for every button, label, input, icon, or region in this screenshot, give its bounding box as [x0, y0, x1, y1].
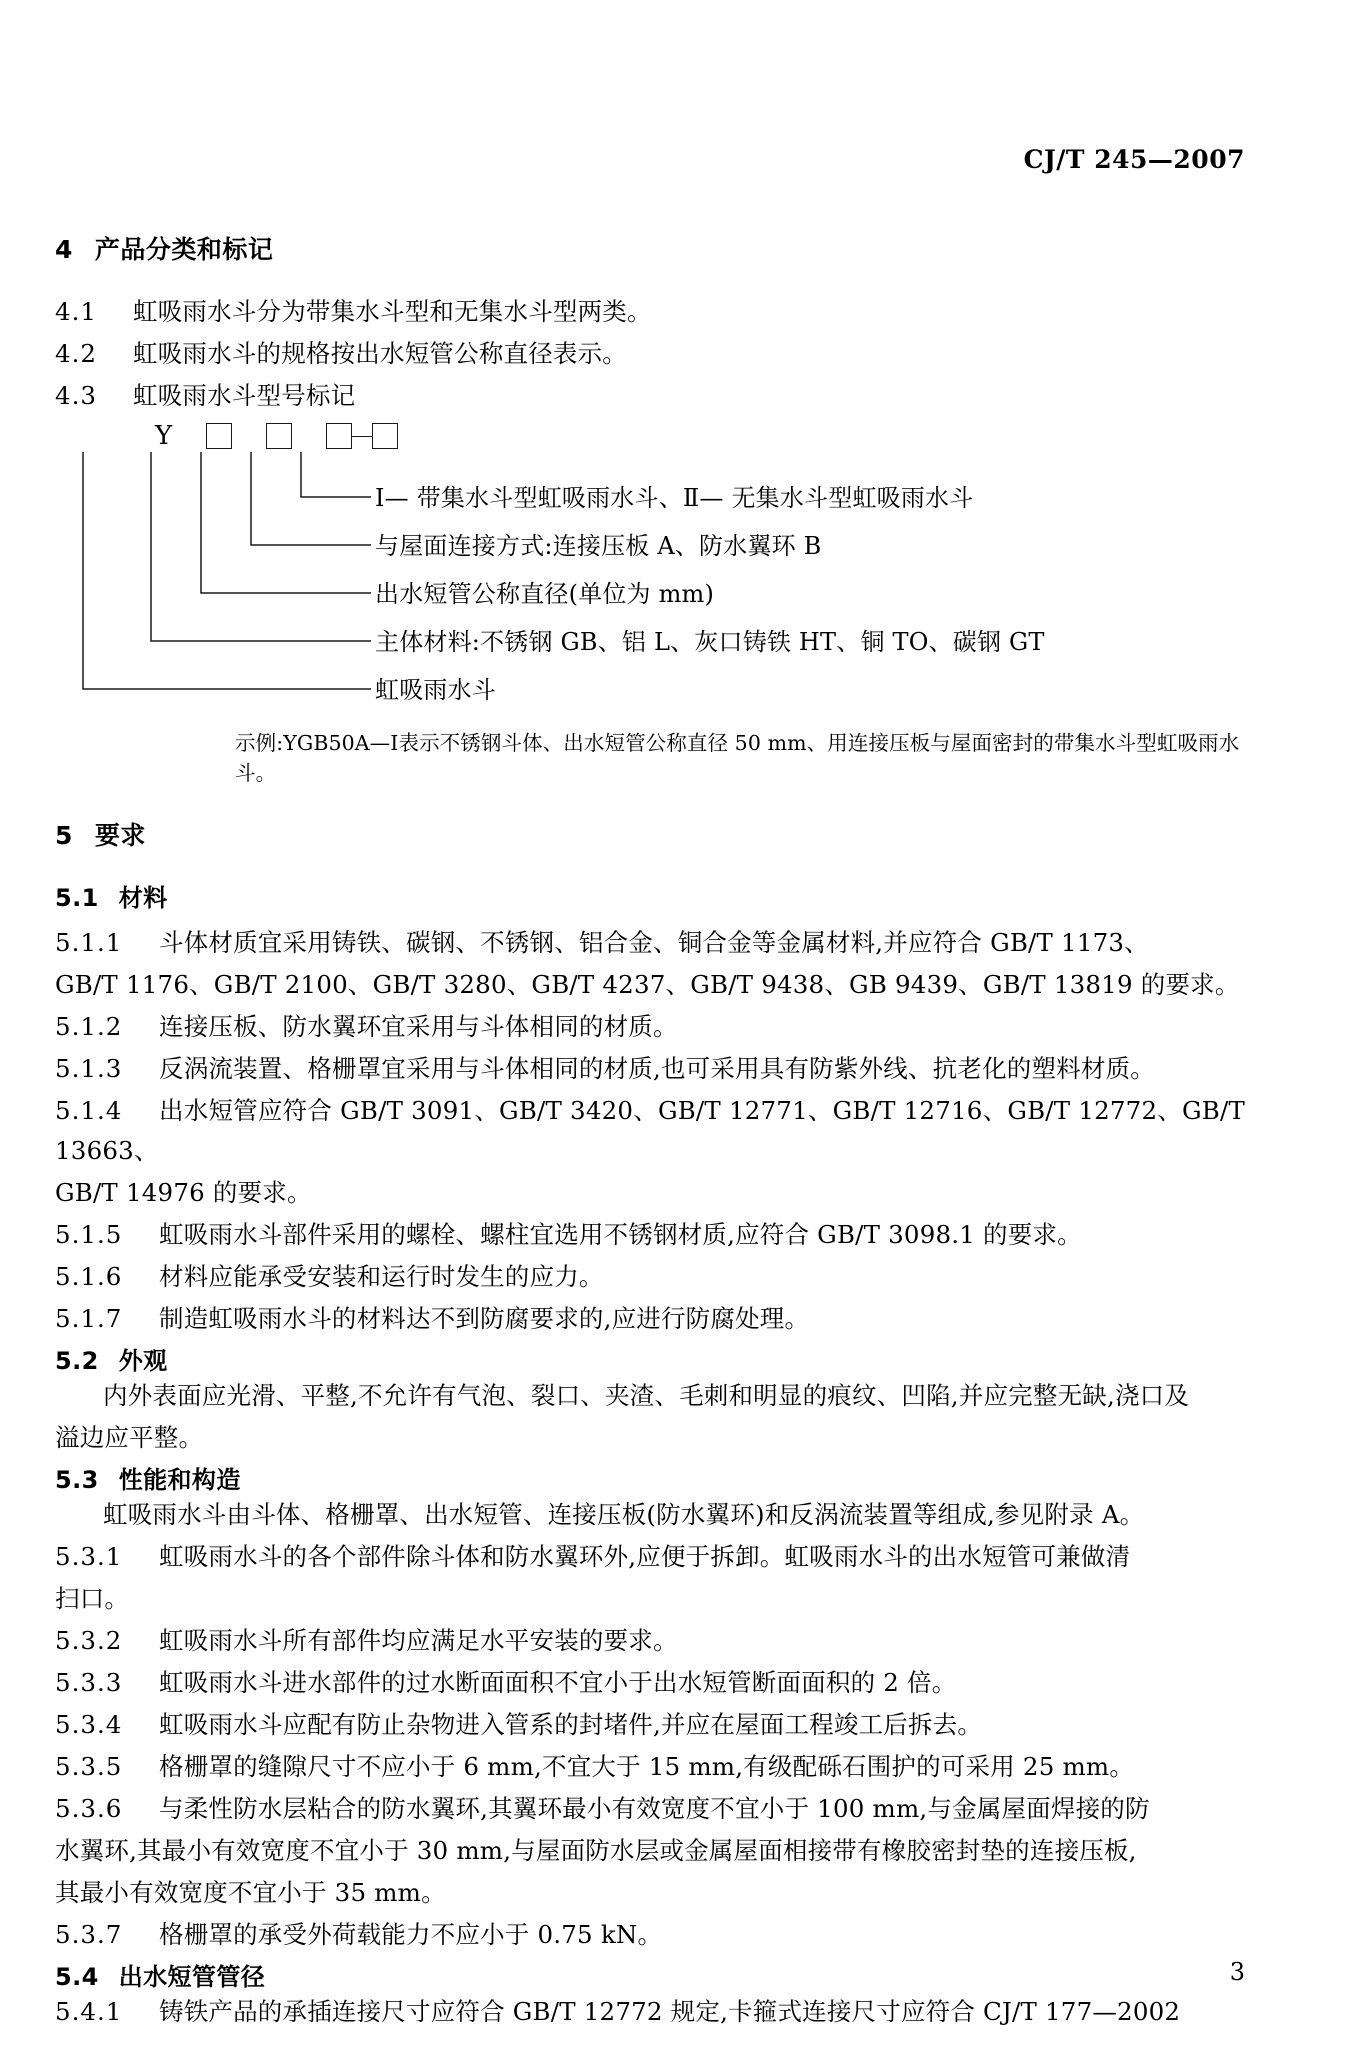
clause-5-1-3-number: 5.1.3 — [55, 1054, 123, 1083]
legend-line-1: Ⅰ— 带集水斗型虹吸雨水斗、Ⅱ— 无集水斗型虹吸雨水斗 — [375, 484, 974, 512]
clause-5-3-5 — [55, 1747, 1245, 1787]
clause-5-3-6-number: 5.3.6 — [55, 1794, 123, 1823]
clause-5-1-3-text: 反涡流装置、格栅罩宜采用与斗体相同的材质,也可采用具有防紫外线、抗老化的塑料材质。 — [159, 1054, 1155, 1083]
clause-5-3-6-text: 与柔性防水层粘合的防水翼环,其翼环最小有效宽度不宜小于 100 mm,与金属屋面焊接的防 — [159, 1794, 1150, 1823]
clause-5-3-body: 虹吸雨水斗由斗体、格栅罩、出水短管、连接压板(防水翼环)和反涡流装置等组成,参见附录 A。 — [103, 1500, 1145, 1529]
clause-5-1-4-continued: GB/T 14976 的要求。 — [55, 1178, 312, 1207]
heading-5-2-number: 5.2 — [55, 1347, 99, 1375]
clause-5-1-1-text: 斗体材质宜采用铸铁、碳钢、不锈钢、铝合金、铜合金等金属材料,并应符合 GB/T 1173、 — [159, 928, 1149, 957]
heading-section-5 — [55, 816, 1245, 852]
designation-example: 示例:YGB50A—Ⅰ表示不锈钢斗体、出水短管公称直径 50 mm、用连接压板与屋面密封的带集水斗型虹吸雨水斗。 — [235, 731, 1240, 785]
clause-5-1-2-number: 5.1.2 — [55, 1012, 123, 1041]
clause-5-3-1-continued: 扫口。 — [55, 1584, 130, 1613]
heading-5-2-title: 外观 — [118, 1347, 168, 1375]
clause-5-1-2 — [55, 1007, 1245, 1047]
clause-4-1 — [55, 292, 1245, 332]
clause-5-3-1 — [55, 1537, 1245, 1577]
clause-5-4-1-text: 铸铁产品的承插连接尺寸应符合 GB/T 12772 规定,卡箍式连接尺寸应符合 CJ/T 177—2002 — [159, 1997, 1181, 2026]
clause-5-1-5-number: 5.1.5 — [55, 1220, 123, 1249]
legend-line-5: 虹吸雨水斗 — [375, 676, 496, 704]
heading-5-4 — [55, 1957, 1245, 1992]
heading-5-3-number: 5.3 — [55, 1466, 99, 1494]
heading-section-4 — [55, 230, 1245, 266]
clause-5-1-7-number: 5.1.7 — [55, 1304, 123, 1333]
clause-5-3-1-number: 5.3.1 — [55, 1542, 123, 1571]
clause-4-3 — [55, 376, 1245, 416]
clause-4-2-number: 4.2 — [55, 339, 97, 368]
clause-5-1-4-text: 出水短管应符合 GB/T 3091、GB/T 3420、GB/T 12771、GB/T 12716、GB/T 12772、GB/T 13663、 — [55, 1096, 1245, 1165]
clause-4-3-text: 虹吸雨水斗型号标记 — [133, 381, 356, 410]
leader-lines — [55, 422, 1245, 722]
clause-5-4-1 — [55, 1992, 1245, 2032]
clause-5-1-1-continued: GB/T 1176、GB/T 2100、GB/T 3280、GB/T 4237、GB/T 9438、GB 9439、GB/T 13819 的要求。 — [55, 970, 1240, 999]
clause-5-3-6-continued-2: 其最小有效宽度不宜小于 35 mm。 — [55, 1878, 446, 1907]
standard-number: CJ/T 245—2007 — [1023, 145, 1245, 174]
clause-4-1-number: 4.1 — [55, 297, 97, 326]
clause-5-3-3 — [55, 1663, 1245, 1703]
clause-4-1-text: 虹吸雨水斗分为带集水斗型和无集水斗型两类。 — [133, 297, 652, 326]
clause-5-3-3-number: 5.3.3 — [55, 1668, 123, 1697]
clause-5-3-6-continued-1: 水翼环,其最小有效宽度不宜小于 30 mm,与屋面防水层或金属屋面相接带有橡胶密封垫的连接压板, — [55, 1836, 1137, 1865]
page-number: 3 — [1229, 1958, 1245, 1986]
clause-5-3-2-text: 虹吸雨水斗所有部件均应满足水平安装的要求。 — [159, 1626, 678, 1655]
clause-5-1-7-text: 制造虹吸雨水斗的材料达不到防腐要求的,应进行防腐处理。 — [159, 1304, 810, 1333]
heading-5-4-number: 5.4 — [55, 1963, 99, 1991]
clause-5-4-1-number: 5.4.1 — [55, 1997, 123, 2026]
clause-5-3-5-text: 格栅罩的缝隙尺寸不应小于 6 mm,不宜大于 15 mm,有级配砾石围护的可采用 25 mm。 — [159, 1752, 1135, 1781]
clause-5-3-7 — [55, 1915, 1245, 1955]
heading-4-title: 产品分类和标记 — [94, 235, 274, 264]
legend-line-4: 主体材料:不锈钢 GB、铝 L、灰口铸铁 HT、铜 TO、碳钢 GT — [375, 628, 1045, 656]
clause-5-3-7-number: 5.3.7 — [55, 1920, 123, 1949]
heading-5-4-title: 出水短管管径 — [118, 1963, 266, 1991]
clause-5-3-2-number: 5.3.2 — [55, 1626, 123, 1655]
clause-5-3-4-number: 5.3.4 — [55, 1710, 123, 1739]
heading-5-number: 5 — [55, 821, 73, 850]
clause-5-1-5 — [55, 1215, 1245, 1255]
clause-5-1-6-text: 材料应能承受安装和运行时发生的应力。 — [159, 1262, 604, 1291]
clause-5-1-6-number: 5.1.6 — [55, 1262, 123, 1291]
model-designation-diagram — [55, 422, 1245, 722]
clause-5-1-5-text: 虹吸雨水斗部件采用的螺栓、螺柱宜选用不锈钢材质,应符合 GB/T 3098.1 的要求。 — [159, 1220, 1082, 1249]
clause-5-1-2-text: 连接压板、防水翼环宜采用与斗体相同的材质。 — [159, 1012, 678, 1041]
clause-4-3-number: 4.3 — [55, 381, 97, 410]
clause-5-3-3-text: 虹吸雨水斗进水部件的过水断面面积不宜小于出水短管断面面积的 2 倍。 — [159, 1668, 957, 1697]
clause-4-2 — [55, 334, 1245, 374]
heading-5-1 — [55, 878, 1245, 913]
clause-5-1-4 — [55, 1091, 1245, 1171]
clause-5-3-6 — [55, 1789, 1245, 1829]
clause-5-1-3 — [55, 1049, 1245, 1089]
clause-5-3-7-text: 格栅罩的承受外荷载能力不应小于 0.75 kN。 — [159, 1920, 663, 1949]
clause-5-2-body-line-1: 内外表面应光滑、平整,不允许有气泡、裂口、夹渣、毛刺和明显的痕纹、凹陷,并应完整无缺,浇口及 — [103, 1381, 1190, 1410]
clause-5-1-4-number: 5.1.4 — [55, 1096, 123, 1125]
clause-5-3-4 — [55, 1705, 1245, 1745]
heading-5-3-title: 性能和构造 — [118, 1466, 241, 1494]
clause-5-1-6 — [55, 1257, 1245, 1297]
heading-5-1-number: 5.1 — [55, 884, 99, 912]
clause-5-1-1-number: 5.1.1 — [55, 928, 123, 957]
clause-5-1-1 — [55, 923, 1245, 963]
page-content — [55, 230, 1245, 2034]
clause-5-2-body-line-2: 溢边应平整。 — [55, 1423, 204, 1452]
heading-4-number: 4 — [55, 235, 73, 264]
heading-5-2 — [55, 1341, 1245, 1376]
running-header — [0, 145, 1245, 174]
heading-5-3 — [55, 1460, 1245, 1495]
designation-prefix-letter: Y — [155, 421, 173, 451]
legend-line-3: 出水短管公称直径(单位为 mm) — [375, 580, 715, 608]
clause-5-3-4-text: 虹吸雨水斗应配有防止杂物进入管系的封堵件,并应在屋面工程竣工后拆去。 — [159, 1710, 983, 1739]
clause-5-3-2 — [55, 1621, 1245, 1661]
heading-5-title: 要求 — [94, 821, 146, 850]
clause-5-3-5-number: 5.3.5 — [55, 1752, 123, 1781]
clause-5-1-7 — [55, 1299, 1245, 1339]
clause-4-2-text: 虹吸雨水斗的规格按出水短管公称直径表示。 — [133, 339, 627, 368]
legend-line-2: 与屋面连接方式:连接压板 A、防水翼环 B — [375, 532, 822, 560]
clause-5-3-1-text: 虹吸雨水斗的各个部件除斗体和防水翼环外,应便于拆卸。虹吸雨水斗的出水短管可兼做清 — [159, 1542, 1131, 1571]
heading-5-1-title: 材料 — [118, 884, 168, 912]
